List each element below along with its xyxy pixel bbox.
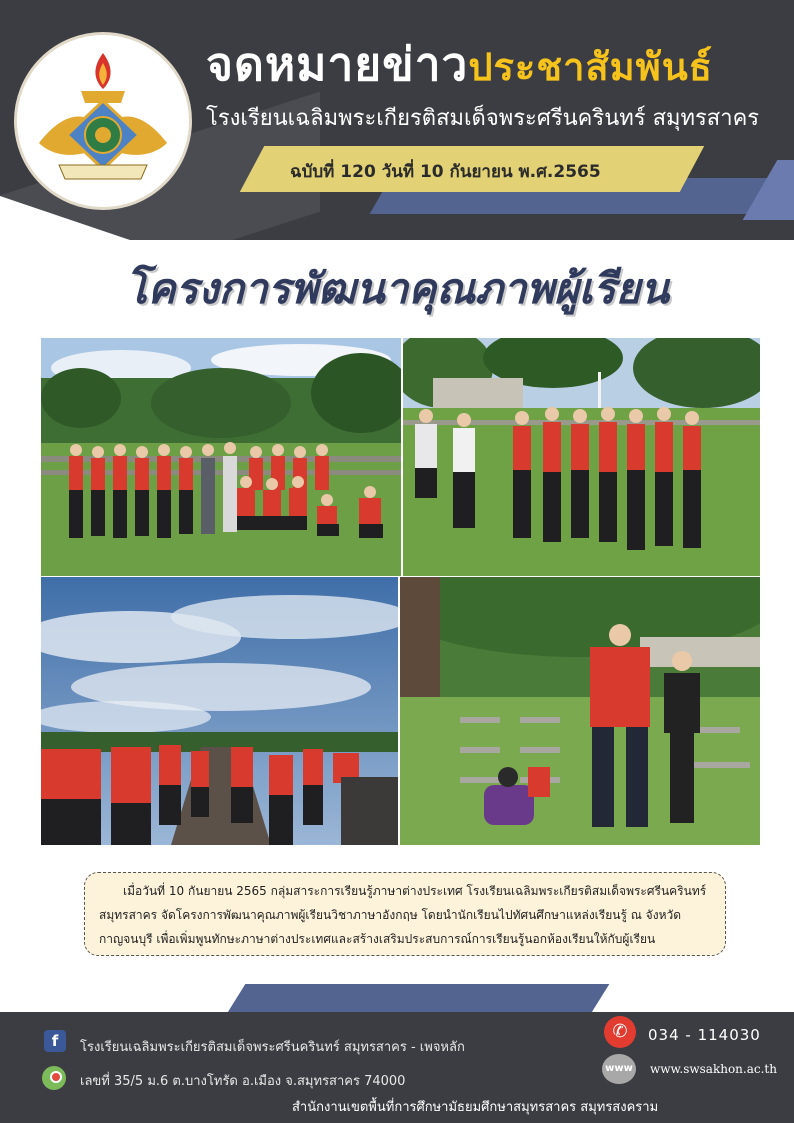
globe-www-icon: www [602,1054,636,1084]
school-name: โรงเรียนเฉลิมพระเกียรติสมเด็จพระศรีนครินทร์ สมุทรสาคร [206,106,760,131]
education-office: สำนักงานเขตพื้นที่การศึกษามัธยมศึกษาสมุทรสาคร สมุทรสงคราม [292,1100,659,1115]
photo-group-standing [403,338,760,576]
phone-number[interactable]: 034 - 114030 [648,1026,761,1044]
section-title: โครงการพัฒนาคุณภาพผู้เรียน [124,264,670,313]
news-caption-box [84,872,726,956]
website-link[interactable]: www.swsakhon.ac.th [650,1062,777,1076]
facebook-icon[interactable]: f [44,1030,66,1052]
newsletter-title [206,28,713,101]
title-accent-part: ประชาสัมพันธ์ [468,45,713,89]
photo-bridge-sky [41,577,398,845]
photo-cemetery-visit [400,577,760,845]
school-emblem-icon [29,47,177,195]
map-pin-icon [42,1066,66,1090]
facebook-page-link[interactable]: โรงเรียนเฉลิมพระเกียรติสมเด็จพระศรีนครินทร์ สมุทรสาคร - เพจหลัก [80,1040,465,1055]
school-address: เลขที่ 35/5 ม.6 ต.บางโทรัด อ.เมือง จ.สมุทรสาคร 74000 [80,1074,406,1089]
title-main-part: จดหมายข่าว [206,37,469,91]
school-logo [14,32,192,210]
news-caption-text: เมื่อวันที่ 10 กันยายน 2565 กลุ่มสาระการเรียนรู้ภาษาต่างประเทศ โรงเรียนเฉลิมพระเกียรติสมเด็จพระศรีนครินทร์ สมุทรสาคร จัดโครงการพัฒนาคุณภาพผู้เรียนวิชาภาษาอังกฤษ โดยนำนักเรียนไปทัศนศึกษาแหล่งเรียนรู้ ณ จังหวัดกาญจนบุรี เพื่อเพิ่มพูนทักษะภาษาต่างประเทศและสร้างเสริมประสบการณ์การเรียนรู้นอกห้องเรียนให้กับผู้เรียน [99,884,707,946]
footer-blue-bar [227,984,610,1014]
photo-group-cemetery [41,338,401,576]
phone-icon: ✆ [604,1016,636,1048]
issue-number: ฉบับที่ 120 วันที่ 10 กันยายน พ.ศ.2565 [290,162,601,182]
